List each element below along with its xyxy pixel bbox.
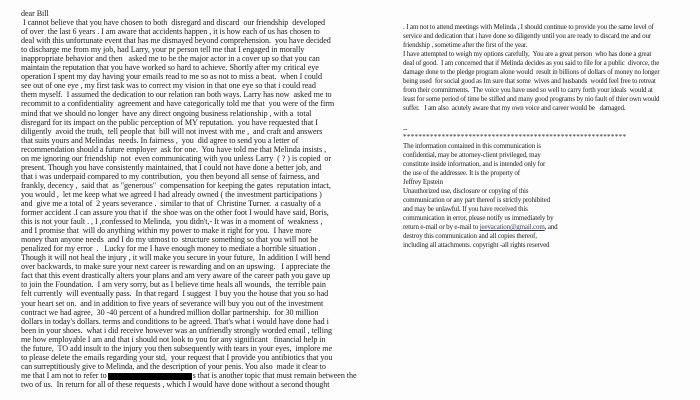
- text-line: former accident .I can assure you that if the shoe was on the other foot I would have said, Boris,: [21, 208, 329, 218]
- text-line: frankly, decency , said that as "generous" compensation for keeping the gates reputation intact,: [21, 180, 331, 190]
- text-line: you would , let me keep what we agreed I had already owned ( the investment participations ): [21, 189, 322, 199]
- text-line: recommit to a confidentiality agreement and have categorically told me that you were of the firm: [21, 99, 335, 109]
- redaction-bar: [108, 373, 192, 380]
- disclaimer-lines-top: [403, 142, 695, 223]
- signature-dashes: --: [403, 124, 408, 133]
- text-line: to discharge me from my job, had Larry, your pr person tell me that I engaged in morally: [21, 45, 305, 55]
- text-line: penalized for my error . Lucky for me I have enough money to mediate a horrible situation .: [21, 244, 321, 254]
- text-line: including all attachments. copyright -all rights reserved: [403, 240, 550, 249]
- letter-page-right: [403, 23, 695, 250]
- text-line: suffer. I am also acutely aware that my own voice and career would be damaged.: [403, 103, 626, 112]
- text-line: present. Though you have consistently maintained, that I could not have done a better job, and: [21, 162, 322, 172]
- email-link[interactable]: jeevacation@gmail.com: [479, 223, 545, 232]
- text-line: fact that this event drastically alters your plans and am very aware of the career path you gave up: [21, 271, 331, 281]
- text-line: operation I spent my day having your emails read to me so as not to miss a beat. when I could: [21, 72, 322, 82]
- text-line: money than anyone needs and I do my utmost to structure something so that you will not be: [21, 235, 318, 245]
- text-line: that suits yours and Melindas needs. In fairness , you did agree to send you a letter of: [21, 135, 299, 145]
- text-line: from their commitments. The voice you have used so well to carry forth your ideals would at: [403, 85, 653, 94]
- text-line: contract we had agree, 30 -40 percent of a hundred million dollar partnership. for 30 million: [21, 307, 319, 317]
- text-line: to join the Foundation. I am very sorry, but as I believe time heals all wounds, the terrible pain: [21, 280, 326, 290]
- text-line: to please delete the emails regarding your std, your request that I provide you antibiotics that you: [21, 352, 333, 362]
- disclaimer-email-line: [403, 223, 695, 232]
- text-line: being used for social good as Im sure that some wives and husbands would feel free to retreat: [403, 76, 656, 85]
- text-line: inappropriate behavior and then asked me to be the major actor in a cover up so that you can: [21, 54, 320, 64]
- text-line: I cannot believe that you have chosen to both disregard and discard our friendship developed: [21, 18, 326, 28]
- text-line: and I promise that will do anything within my power to make it right for you. I have more: [21, 226, 312, 236]
- text-line: Unauthorized use, disclosure or copying of this: [403, 187, 529, 196]
- text-line: your heart set on. and in addition to five years of severance will buy you out of the investment: [21, 298, 324, 308]
- text-line: disregard for its impact on the public perception of MY reputation. you have requested that I: [21, 117, 318, 127]
- text-line: diligently avoid the truth, tell people that bill will not invest with me , and craft and answers: [21, 126, 323, 136]
- email-line-after: , and: [544, 223, 558, 232]
- text-line: mind that we should no longer have any direct ongoing business relationship , with a total: [21, 108, 312, 118]
- text-line: friendship , sometime after the first of the year.: [403, 40, 528, 49]
- text-line: communication in error, please notify us immediately by: [403, 214, 554, 223]
- text-line: this is not your fault . , I ,confessed to Melinda, you didn't,- It was in a moment of weakness ,: [21, 217, 323, 227]
- text-line: Though it will not heal the injury , it will make you secure in your future, In addition I will bend: [21, 253, 330, 263]
- text-line: constitute inside information, and is intended only for: [403, 160, 546, 169]
- text-line: can surreptitiously give to Melinda, and the description of your penis. You also made it clear to: [21, 361, 326, 371]
- text-line: the use of the addressee. It is the property of: [403, 169, 520, 178]
- text-line: been in your shoes. what i did receive however was an unfriendly strongly worded email , telling: [21, 325, 332, 335]
- text-line: damage done to the pledge program alone would result in billions of dollars of money no longer: [403, 67, 660, 76]
- text-line: the future, TO add insult to the injury you then subsequently with tears in your eyes, implore me: [21, 343, 333, 353]
- redacted-line-before: me that I am not to refer to: [21, 370, 107, 380]
- letter-body-lines: [21, 18, 397, 371]
- text-line: I have attempted to weigh my options carefully, You are a great person who has done a great: [403, 49, 652, 58]
- text-line: deal of good. I am concerned that if Melinda decides as you said to file for a public divorce, the: [403, 58, 660, 67]
- letter-last-line: two of us. In return for all of these requests , which I would have done without a second thought: [21, 379, 330, 389]
- text-line: over backwards, to make sure your next career is rewarding and on an upswing. I appreciate the: [21, 262, 331, 272]
- text-line: see out of one eye , my first task was to correct my vision in that one eye so that i could read: [21, 81, 316, 91]
- text-line: and may be unlawful. If you have received this: [403, 205, 528, 214]
- text-line: me how employable I am and that i should not look to you for any significant financial help in: [21, 334, 326, 344]
- text-line: service and dedication that i have done so diligently until you are ready to discard me and our: [403, 31, 651, 40]
- text-line: . I am not to attend meetings with Melinda , I should continue to provide you the same level of: [403, 23, 654, 31]
- disclaimer-lines-bottom: [403, 232, 695, 250]
- letter-continuation-lines: [403, 23, 695, 113]
- text-line: dollars in today's dollars. terms and conditions to be agreed. That's what i would have done had i: [21, 316, 329, 326]
- text-line: The information contained in this communication is: [403, 142, 541, 151]
- redacted-line: [21, 371, 397, 380]
- text-line: Jeffrey Epstein: [403, 178, 443, 187]
- text-line: confidential, may be attorney-client privileged, may: [403, 151, 541, 160]
- text-line: and give me a total of 2 years severance . similar to that of Christine Turner. a casualty of a: [21, 198, 321, 208]
- text-line: them myself. I assumed the dedication to our relation ran both ways. Larry has now asked me to: [21, 90, 332, 100]
- redacted-line-after: s that is another topic that must remain between the: [192, 370, 357, 380]
- text-line: on me ignoring our friendship not even communicating with you unless Larry ( ? ) is copied or: [21, 153, 332, 163]
- salutation: dear Bill: [21, 9, 49, 18]
- text-line: of over the last 6 years . I am aware that accidents happen , it is how each of us has chosen to: [21, 27, 320, 37]
- text-line: that i was underpaid compared to my contribution, you then beyond all sense of fairness, and: [21, 171, 320, 181]
- text-line: destroy this communication and all copies thereof,: [403, 231, 537, 240]
- email-line-before: return e-mail or by e-mail to: [403, 223, 480, 232]
- text-line: maintain the reputation that you have worked so hard to achieve. Shortly after my critical eye: [21, 63, 319, 73]
- text-line: least for some period of time be stifled and many good programs by nio fault of thier own would: [403, 94, 660, 103]
- text-line: communication or any part thereof is strictly prohibited: [403, 196, 550, 205]
- letter-page-left: [21, 9, 397, 389]
- text-line: felt currently will eventually pass. In that regard I suggest I buy you the house that you so had: [21, 289, 329, 299]
- text-line: recommendation should a future employer ask for one. You have told me that Melinda insists ,: [21, 144, 327, 154]
- separator-asterisks: **********************************************************: [403, 133, 627, 142]
- text-line: deal with this unfortunate event that has me dismayed beyond comprehension. you have decided: [21, 36, 331, 46]
